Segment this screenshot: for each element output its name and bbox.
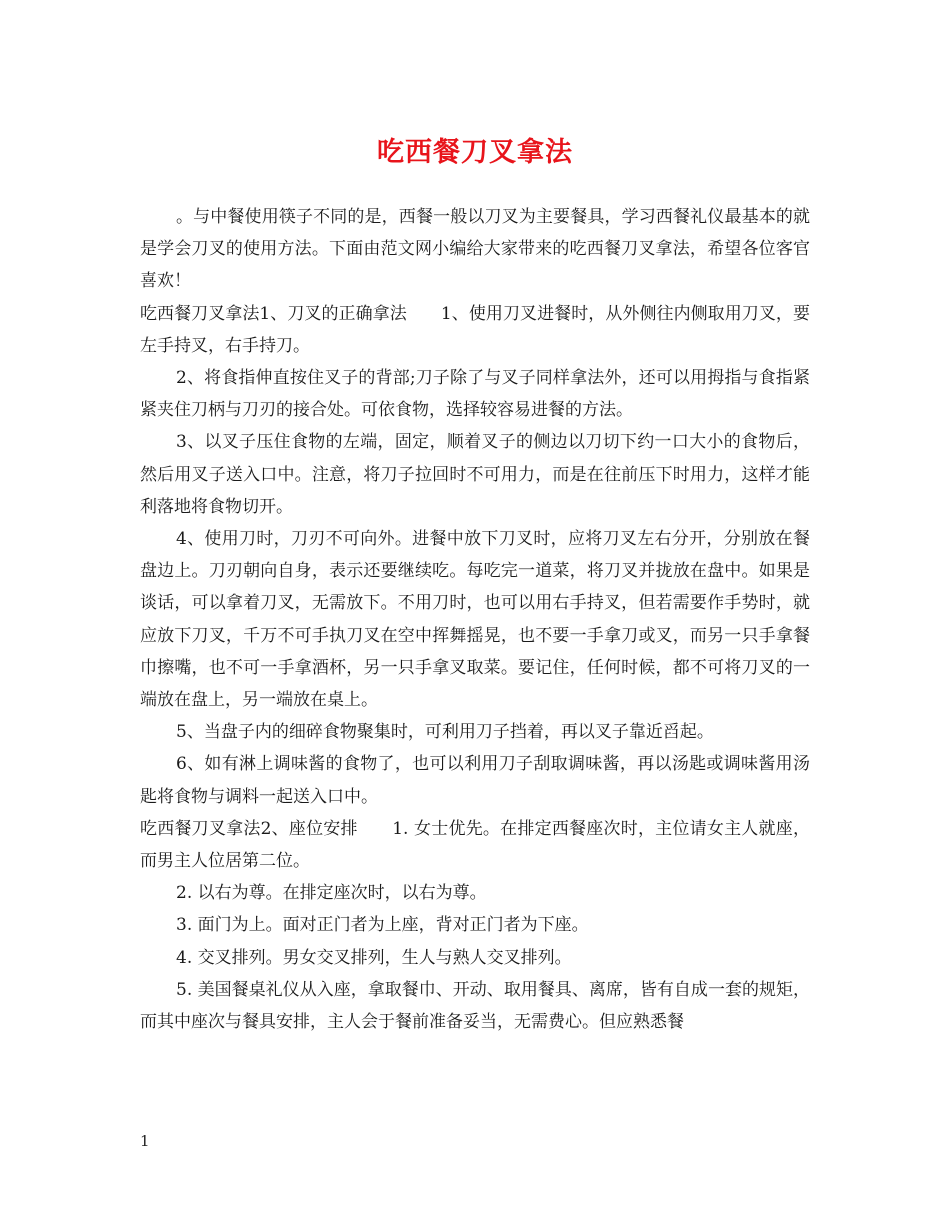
paragraph-knife-fork-3: 3、以叉子压住食物的左端，固定，顺着叉子的侧边以刀切下约一口大小的食物后，然后用叉子送入口中。注意，将刀子拉回时不可用力，而是在往前压下时用力，这样才能利落地将食物切开。 <box>140 432 810 517</box>
paragraph-knife-fork-2: 2、将食指伸直按住叉子的背部;刀子除了与叉子同样拿法外，还可以用拇指与食指紧紧夹住刀柄与刀刃的接合处。可依食物，选择较容易进餐的方法。 <box>140 368 810 421</box>
document-body <box>140 201 810 1038</box>
paragraph-seating-4: 4. 交叉排列。男女交叉排列，生人与熟人交叉排列。 <box>176 947 572 968</box>
page-number: 1 <box>140 1132 150 1150</box>
paragraph-intro: 。与中餐使用筷子不同的是，西餐一般以刀叉为主要餐具，学习西餐礼仪最基本的就是学会刀叉的使用方法。下面由范文网小编给大家带来的吃西餐刀叉拿法，希望各位客官喜欢！ <box>140 207 810 292</box>
paragraph-seating-5: 5. 美国餐桌礼仪从入座，拿取餐巾、开动、取用餐具、离席，皆有自成一套的规矩，而其中座次与餐具安排，主人会于餐前准备妥当，无需费心。但应熟悉餐 <box>140 979 810 1033</box>
paragraph-seating-2: 2. 以右为尊。在排定座次时，以右为尊。 <box>176 883 487 904</box>
paragraph-section-1-heading: 吃西餐刀叉拿法1、刀叉的正确拿法 1、使用刀叉进餐时，从外侧往内侧取用刀叉，要左手持叉，右手持刀。 <box>140 303 810 356</box>
paragraph-knife-fork-6: 6、如有淋上调味酱的食物了，也可以利用刀子刮取调味酱，再以汤匙或调味酱用汤匙将食物与调料一起送入口中。 <box>140 754 810 807</box>
paragraph-knife-fork-5: 5、当盘子内的细碎食物聚集时，可利用刀子挡着，再以叉子靠近舀起。 <box>176 722 714 743</box>
paragraph-section-2-heading: 吃西餐刀叉拿法2、座位安排 1. 女士优先。在排定西餐座次时，主位请女主人就座，而男主人位居第二位。 <box>140 818 810 872</box>
paragraph-knife-fork-4: 4、使用刀时，刀刃不可向外。进餐中放下刀叉时，应将刀叉左右分开，分别放在餐盘边上。刀刃朝向自身，表示还要继续吃。每吃完一道菜，将刀叉并拢放在盘中。如果是谈话，可以拿着刀叉，无需放下。不用刀时，也可以用右手持叉，但若需要作手势时，就应放下刀叉，千万不可手执刀叉在空中挥舞摇晃，也不要一手拿刀或叉，而另一只手拿餐巾擦嘴，也不可一手拿酒杯，另一只手拿叉取菜。要记住，任何时候，都不可将刀叉的一端放在盘上，另一端放在桌上。 <box>140 529 810 711</box>
document-title: 吃西餐刀叉拿法 <box>377 137 573 168</box>
paragraph-seating-3: 3. 面门为上。面对正门者为上座，背对正门者为下座。 <box>176 915 589 936</box>
